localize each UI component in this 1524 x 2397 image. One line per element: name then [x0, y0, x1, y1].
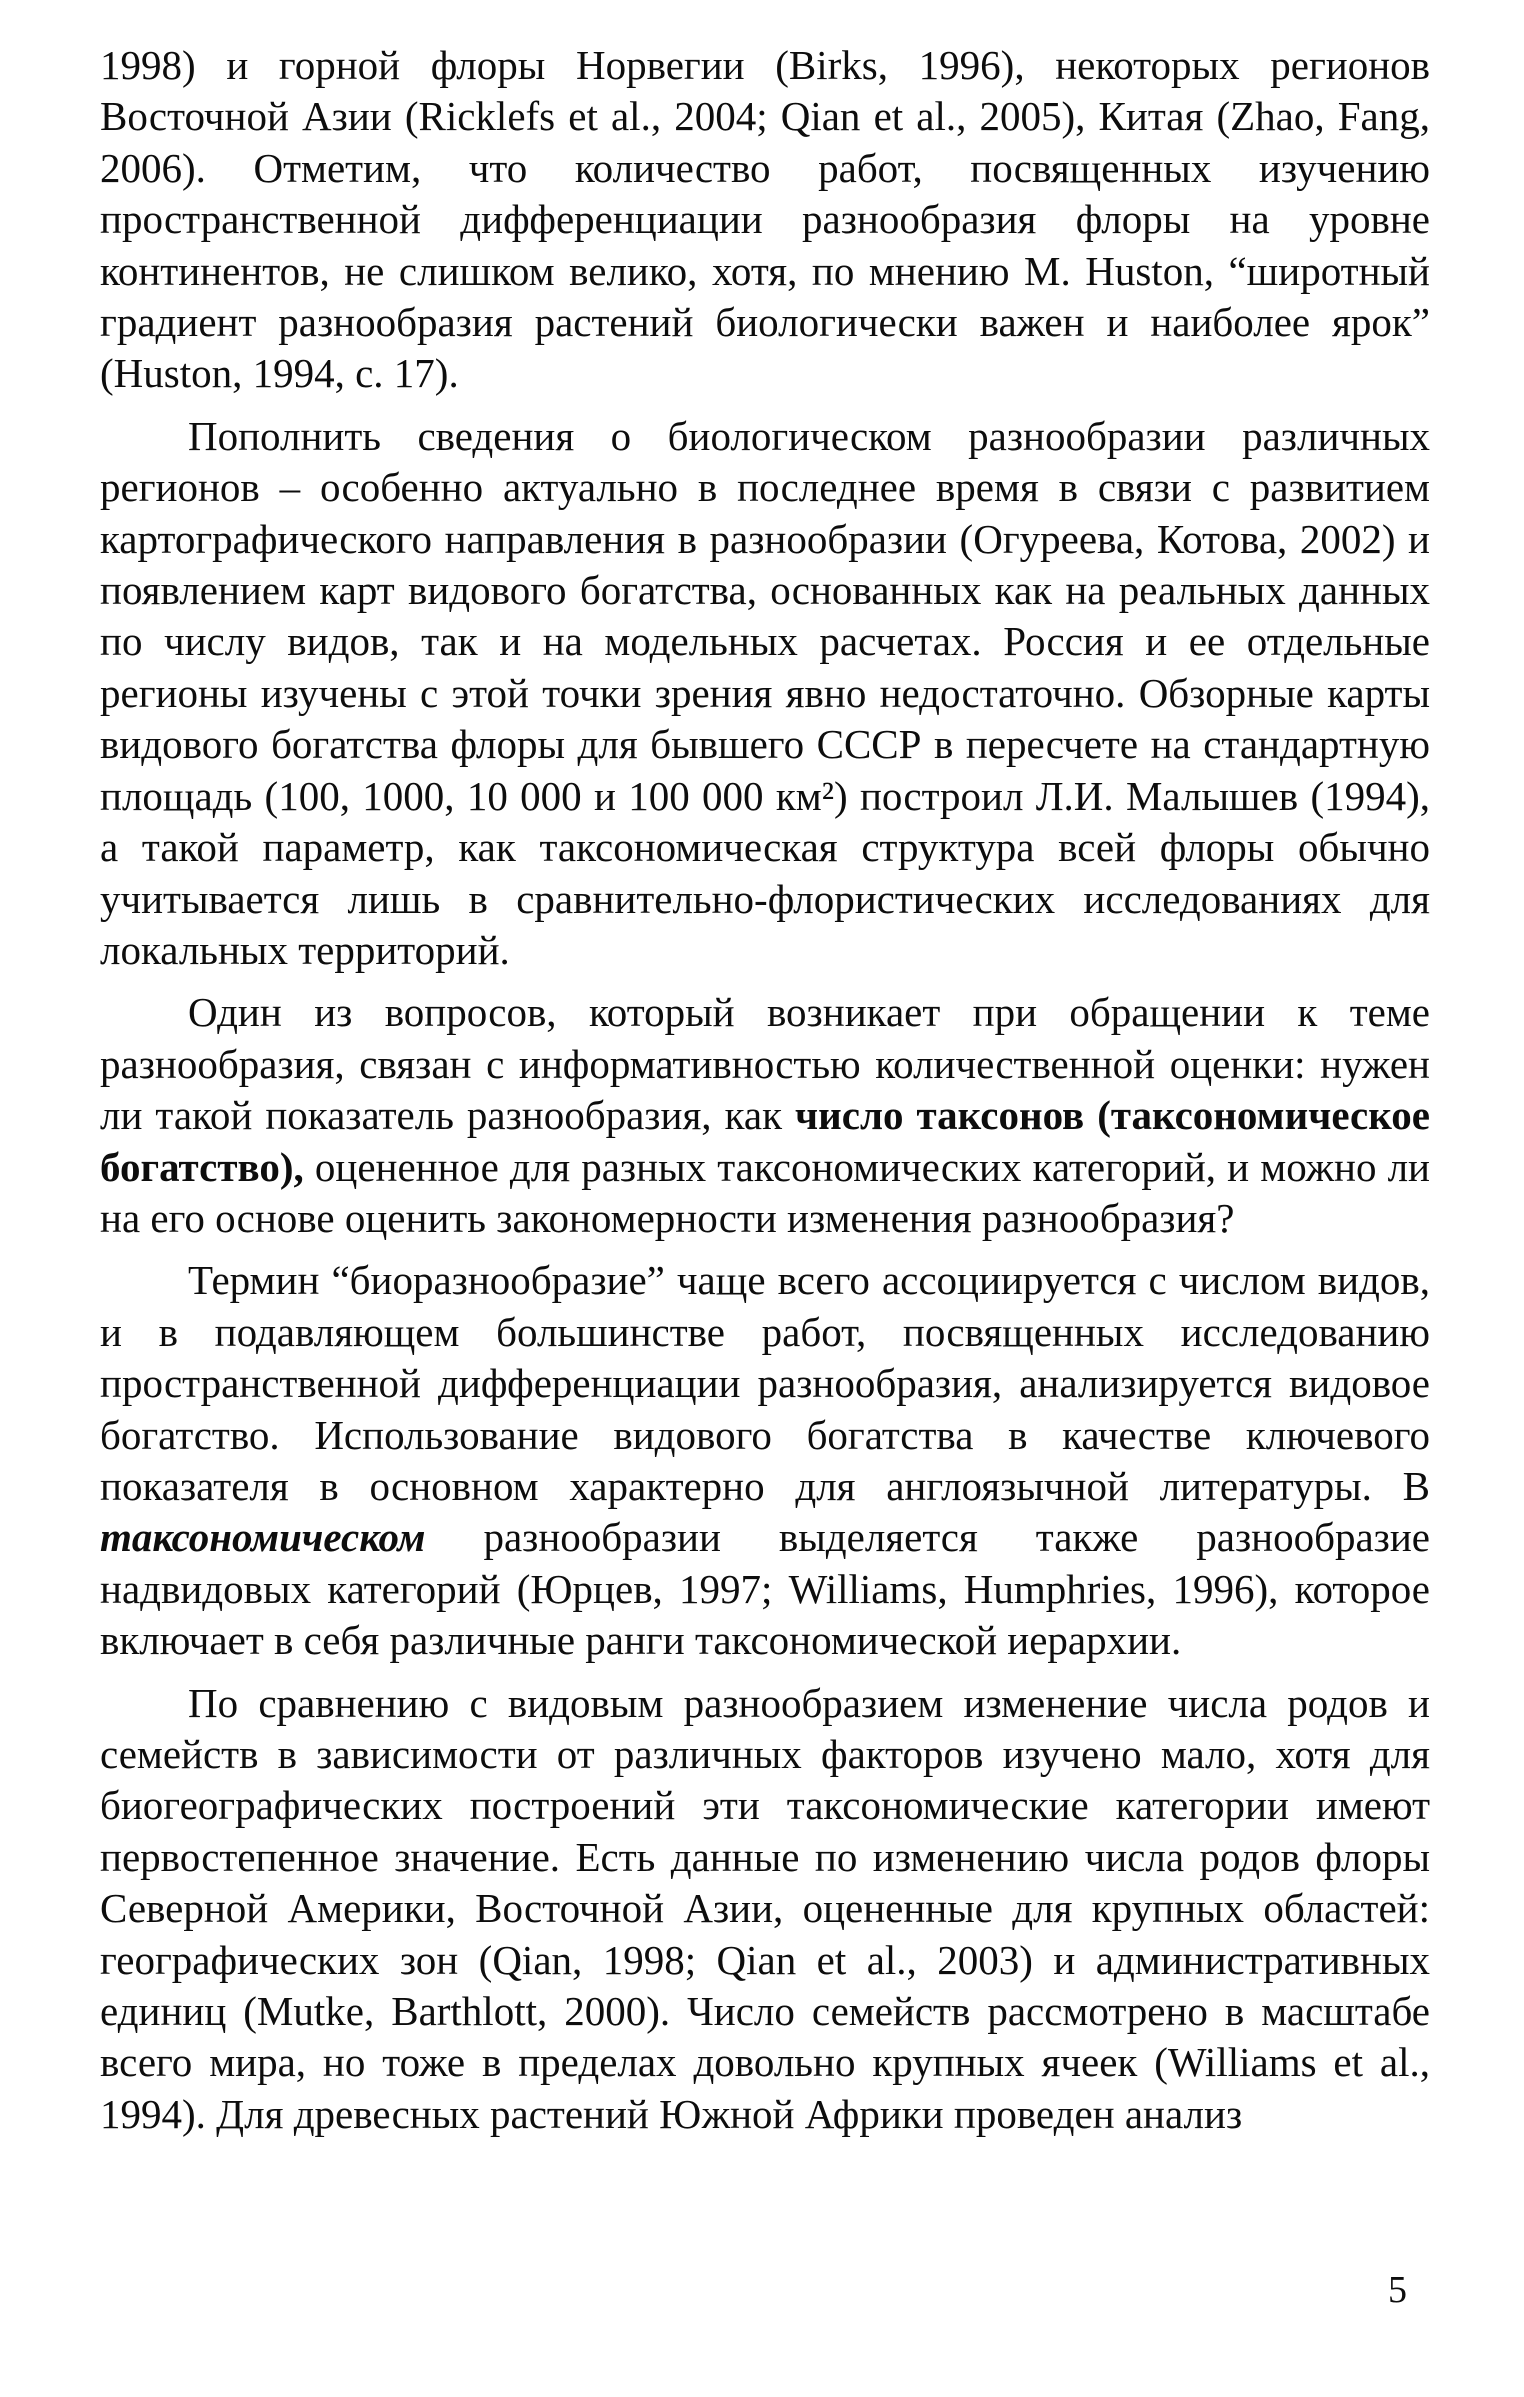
paragraph-5: [100, 1678, 1430, 2141]
paragraph-1: [100, 40, 1430, 400]
paragraph-5-text: По сравнению с видовым разнообразием изменение числа родов и семейств в зависимости от различных факторов изучено мало, хотя для биогеографических построений эти таксономические категории имеют первостепенное значение. Есть данные по изменению числа родов флоры Северной Америки, Восточной Азии, оцененные для крупных областей: географических зон (Qian, 1998; Qian et al., 2003) и административных единиц (Mutke, Barthlott, 2000). Число семейств рассмотрено в масштабе всего мира, но тоже в пределах довольно крупных ячеек (Williams et al., 1994). Для древесных растений Южной Африки проведен анализ: [100, 1679, 1430, 2137]
paragraph-1-text: 1998) и горной флоры Норвегии (Birks, 1996), некоторых регионов Восточной Азии (Ricklefs et al., 2004; Qian et al., 2005), Китая (Zhao, Fang, 2006). Отметим, что количество работ, посвященных изучению пространственной дифференциации разнообразия флоры на уровне континентов, не слишком велико, хотя, по мнению M. Huston, “широтный градиент разнообразия растений биологически важен и наиболее ярок” (Huston, 1994, с. 17).: [100, 42, 1430, 397]
paragraph-3: [100, 987, 1430, 1244]
page-number: 5: [1388, 2269, 1407, 2311]
paragraph-2: [100, 411, 1430, 976]
paragraph-4: [100, 1255, 1430, 1666]
paragraph-4-text-b: разнообразии выделяется также разнообразие надвидовых категорий (Юрцев, 1997; Williams, Humphries, 1996), которое включает в себя различные ранги таксономической иерархии.: [100, 1514, 1430, 1664]
paragraph-3-bold-term: число таксонов (таксономическое богатство),: [100, 1092, 1430, 1190]
paragraph-3-text-a: Один из вопросов, который возникает при обращении к теме разнообразия, связан с информативностью количественной оценки: нужен ли такой показатель разнообразия, как: [100, 989, 1430, 1139]
paragraph-4-text-a: Термин “биоразнообразие” чаще всего ассоциируется с числом видов, и в подавляющем большинстве работ, посвященных исследованию пространственной дифференциации разнообразия, анализируется видовое богатство. Использование видового богатства в качестве ключевого показателя в основном характерно для англоязычной литературы. В: [100, 1257, 1430, 1509]
paragraph-3-text-b: оцененное для разных таксономических категорий, и можно ли на его основе оценить закономерности изменения разнообразия?: [100, 1143, 1430, 1241]
paragraph-2-text: Пополнить сведения о биологическом разнообразии различных регионов – особенно актуально в последнее время в связи с развитием картографического направления в разнообразии (Огуреева, Котова, 2002) и появлением карт видового богатства, основанных как на реальных данных по числу видов, так и на модельных расчетах. Россия и ее отдельные регионы изучены с этой точки зрения явно недостаточно. Обзорные карты видового богатства флоры для бывшего СССР в пересчете на стандартную площадь (100, 1000, 10 000 и 100 000 км²) построил Л.И. Малышев (1994), а такой параметр, как таксономическая структура всей флоры обычно учитывается лишь в сравнительно-флористических исследованиях для локальных территорий.: [100, 412, 1430, 973]
paragraph-4-emphasis: таксономическом: [100, 1514, 426, 1561]
page-body: [100, 40, 1430, 2140]
